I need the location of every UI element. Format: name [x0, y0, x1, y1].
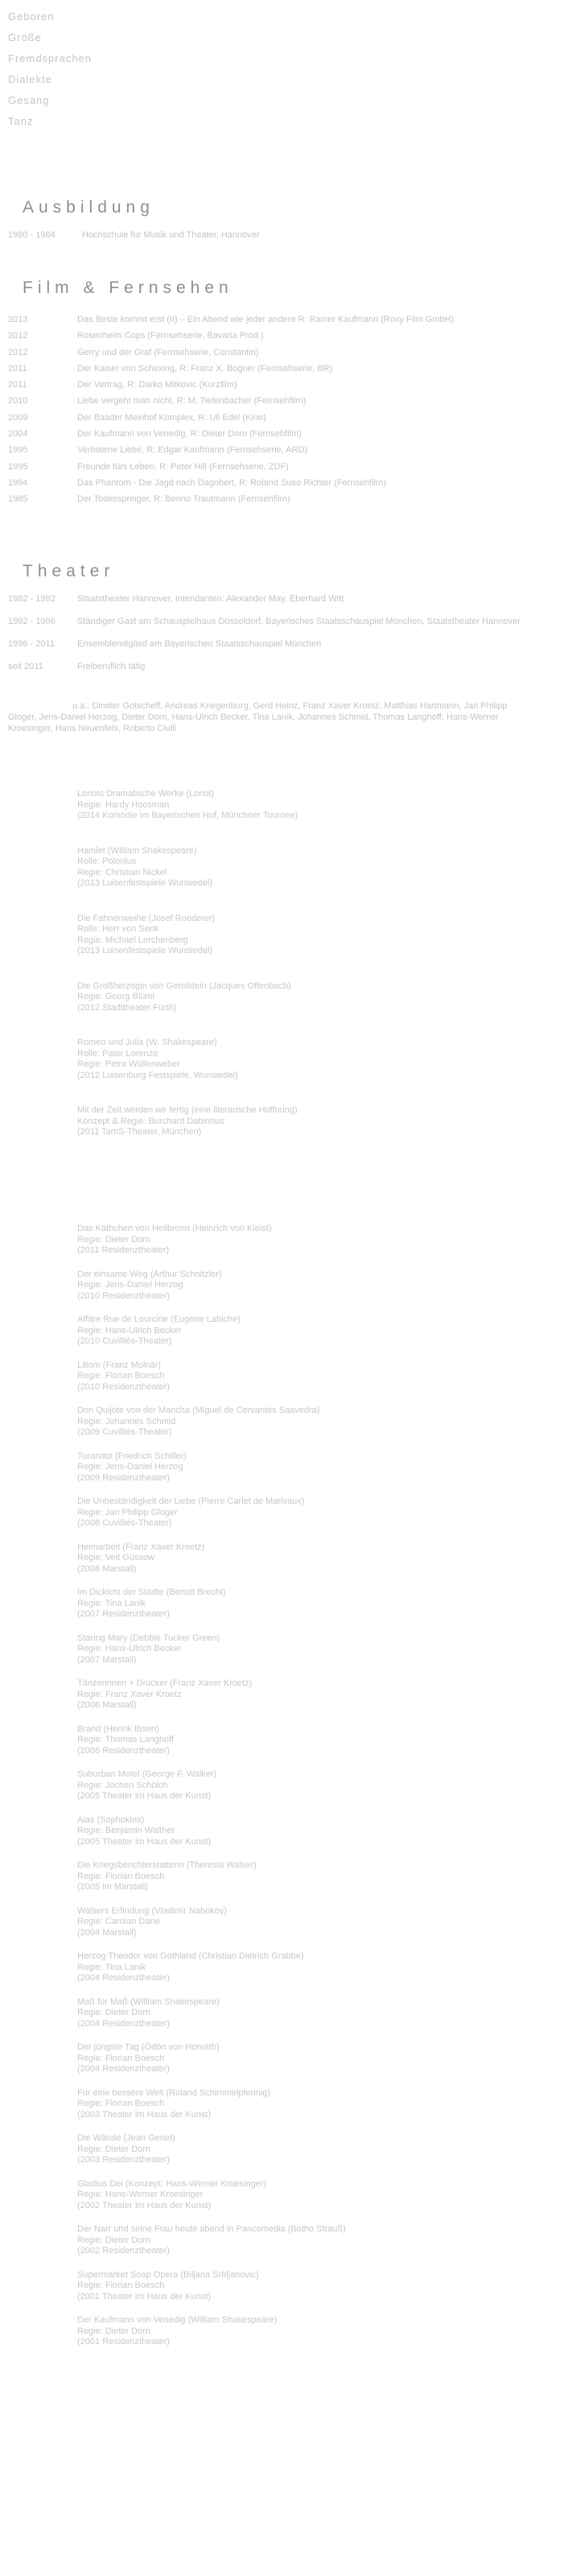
entry-text: Ensemblemitglied am Bayerischen Staatsschauspiel München — [77, 639, 322, 649]
play-title: Für eine bessere Welt (Roland Schimmelpfennig) — [77, 2087, 271, 2098]
play-detail: Regie: Petra Wüllenweber — [77, 1059, 180, 1069]
play-title: Die Kriegsberichterstatterin (Theresia Walser) — [77, 1860, 257, 1870]
play-entry — [77, 1360, 528, 1393]
play-detail: (2007 Marstall) — [77, 1654, 137, 1665]
play-detail: Regie: Florian Boesch — [77, 2053, 165, 2063]
entry-text: Gerry und der Graf (Fernsehserie, Constantin) — [77, 347, 259, 357]
play-title: Die Fahnenweihe (Josef Ruederer) — [77, 913, 216, 923]
play-entry — [77, 789, 528, 822]
entry-year: 2012 — [8, 347, 28, 357]
profile-label: Tanz — [8, 115, 34, 127]
play-detail: Regie: Dieter Dorn — [77, 2235, 151, 2245]
profile-label: Geboren — [8, 10, 55, 23]
play-entry — [77, 1496, 528, 1530]
play-detail: Regie: Dieter Dorn — [77, 1234, 151, 1245]
entry-year: 1992 - 1996 — [8, 617, 56, 626]
play-detail: (2004 Marstall) — [77, 1927, 137, 1938]
profile-label: Fremdsprachen — [8, 52, 93, 64]
play-title: Turandot (Friedrich Schiller) — [77, 1451, 187, 1461]
play-detail: (2013 Luisenfestspiele Wunsiedel) — [77, 878, 212, 888]
play-entry — [77, 1105, 528, 1138]
play-detail: (2006 Marstall) — [77, 1700, 137, 1710]
play-detail: Regie: Florian Boesch — [77, 1371, 165, 1381]
play-title: Suburban Motel (George F. Walker) — [77, 1769, 217, 1779]
entry-row — [0, 616, 576, 627]
play-detail: Rolle: Pater Lorenzo — [77, 1048, 158, 1059]
directors-intro — [8, 700, 523, 734]
play-entry — [77, 1951, 528, 1984]
entry-year: 2011 — [8, 363, 27, 374]
play-title: Tänzerinnen + Drücker (Franz Xaver Kroetz) — [77, 1678, 253, 1688]
plays-group-residenz — [77, 1224, 528, 2361]
play-detail: (2007 Residenztheater) — [77, 1609, 170, 1619]
entry-year: 2013 — [8, 315, 28, 324]
entry-text: Hochschule für Musik und Theater, Hannover — [82, 230, 260, 240]
play-entry — [77, 1633, 528, 1666]
play-detail: (2008 Marstall) — [77, 1563, 137, 1574]
profile-label: Gesang — [8, 94, 50, 106]
play-detail: Regie: Hans-Werner Kroesinger — [77, 2190, 204, 2199]
play-detail: Rolle: Polonius — [77, 857, 137, 866]
heading-theater: Theater — [23, 562, 115, 580]
play-title: Affäre Rue de Lourcine (Eugène Labiche) — [77, 1315, 241, 1324]
entry-text: Staatstheater Hannover, Intendanten: Alexander May, Eberhard Witt — [77, 594, 344, 604]
play-entry — [77, 1451, 528, 1484]
play-detail: (2003 Theater im Haus der Kunst) — [77, 2109, 212, 2120]
entry-row — [0, 661, 576, 672]
play-detail: Regie: Johannes Schmid — [77, 1416, 176, 1426]
play-detail: Regie: Franz Xaver Kroetz — [77, 1689, 182, 1699]
entry-text: Der Baader Meinhof Komplex, R: Uli Edel (Kino) — [77, 412, 266, 423]
entry-row — [0, 593, 576, 605]
entry-year: 2009 — [8, 412, 28, 423]
plays-group-recent — [77, 789, 528, 1162]
play-detail: (2003 Residenztheater) — [77, 2155, 170, 2165]
play-detail: (2004 Residenztheater) — [77, 2064, 170, 2074]
play-title: Supermarket Soap Opera (Biljana Srbljanovic) — [77, 2269, 259, 2280]
play-detail: (2008 Cuvilliés-Theater) — [77, 1518, 172, 1528]
play-entry — [77, 2088, 528, 2121]
play-title: Der Narr und seine Frau heute abend in Pancomedia (Botho Strauß) — [77, 2224, 346, 2234]
heading-ausbildung: Ausbildung — [23, 198, 154, 217]
play-detail: (2010 Residenztheater) — [77, 1381, 170, 1392]
play-detail: (2005 im Marstall) — [77, 1882, 149, 1892]
theater-list — [0, 593, 576, 672]
entry-text: Freiberuflich tätig — [77, 662, 146, 671]
entry-year: 1994 — [8, 477, 28, 488]
play-entry — [77, 1224, 528, 1257]
play-detail: (2012 Stadttheater Fürth) — [77, 1002, 177, 1013]
play-detail: Regie: Georg Blüml — [77, 992, 154, 1001]
play-detail: Regie: Florian Boesch — [77, 2099, 165, 2108]
play-detail: Rolle: Herr von Senk — [77, 924, 159, 934]
entry-text: Verbotene Liebe, R: Edgar Kaufmann (Fernsehserie, ARD) — [77, 445, 308, 456]
play-title: Der einsame Weg (Arthur Schnitzler) — [77, 1269, 222, 1279]
play-detail: Regie: Dieter Dorn — [77, 2008, 151, 2017]
entry-year: 1996 - 2011 — [8, 639, 55, 649]
play-entry — [77, 1997, 528, 2030]
ausbildung-list — [0, 229, 576, 241]
play-detail: Regie: Dieter Dorn — [77, 2144, 151, 2154]
play-detail: (2006 Residenztheater) — [77, 1745, 170, 1756]
play-entry — [77, 2133, 528, 2166]
play-entry — [77, 1678, 528, 1711]
play-title: Herzog Theodor von Gothland (Christian Dietrich Grabbe) — [77, 1951, 304, 1961]
play-title: Die Unbeständigkeit der Liebe (Pierre Carlet de Marivaux) — [77, 1496, 305, 1506]
play-detail: Regie: Benjamin Walther — [77, 1826, 175, 1835]
play-title: Loriots Dramatische Werke (Loriot) — [77, 789, 215, 799]
play-detail: (2013 Luisenfestspiele Wunsiedel) — [77, 946, 212, 956]
entry-text: Das Beste kommt erst (II) – Ein Abend wie jeder andere R: Rainer Kaufmann (Roxy Film GmbH) — [77, 315, 455, 324]
entry-year: 2012 — [8, 331, 28, 341]
entry-row — [0, 314, 576, 330]
entry-row — [0, 444, 576, 460]
entry-text: Rosenheim Cops (Fernsehserie, Bavaria Prod.) — [77, 331, 264, 341]
entry-text: Der Vertrag, R: Darko Mitkovic (Kurzfilm) — [77, 380, 237, 390]
play-detail: Regie: Veit Güssow — [77, 1553, 154, 1563]
play-entry — [77, 1769, 528, 1802]
play-title: Liliom (Franz Molnár) — [77, 1360, 161, 1370]
play-entry — [77, 981, 528, 1014]
entry-year: 1995 — [8, 461, 28, 472]
play-entry — [77, 1906, 528, 1939]
play-title: Hamlet (William Shakespeare) — [77, 845, 197, 856]
play-detail: (2014 Komödie im Bayerischen Hof, Münchner Tournee) — [77, 811, 298, 820]
play-title: Aias (Sophokles) — [77, 1814, 145, 1825]
play-detail: (2002 Residenztheater) — [77, 2246, 170, 2256]
play-title: Mit der Zeit werden wir fertig (eine literarische Hoffnung) — [77, 1105, 298, 1115]
entry-year: 1995 — [8, 445, 28, 456]
entry-row — [0, 330, 576, 346]
play-detail: (2010 Residenztheater) — [77, 1290, 170, 1301]
entry-year: 2011 — [8, 380, 27, 390]
play-detail: (2011 TamS-Theater, München) — [77, 1127, 202, 1137]
play-detail: (2005 Theater im Haus der Kunst) — [77, 1791, 212, 1801]
play-title: Romeo und Julia (W. Shakespeare) — [77, 1038, 217, 1047]
entry-row — [0, 493, 576, 510]
play-entry — [77, 1815, 528, 1848]
play-detail: Regie: Dieter Dorn — [77, 2326, 151, 2336]
play-entry — [77, 2179, 528, 2212]
play-detail: (2002 Theater im Haus der Kunst) — [77, 2200, 212, 2211]
play-detail: (2010 Cuvilliés-Theater) — [77, 1336, 172, 1346]
entry-row — [0, 412, 576, 428]
directors-text: u.a.: Dimiter Gotscheff, Andreas Kriegenburg, Gerd Heinz, Franz Xaver Kroetz, Matthias Hartmann, Jan Philipp Gloger, Jens-Daniel Herzog, Dieter Dorn, Hans-Ulrich Becker, Tina Lanik, Johannes Schmid, Thomas Langhoff, Hans-Werner Kroesinger, Hans Neuenfels, Roberto Ciulli — [8, 701, 508, 733]
entry-year: 2004 — [8, 429, 28, 440]
play-entry — [77, 2042, 528, 2075]
play-entry — [77, 2315, 528, 2348]
play-entry — [77, 914, 528, 957]
entry-text: Das Phantom - Die Jagd nach Dagobert, R: Roland Suso Richter (Fernsehfilm) — [77, 477, 386, 488]
entry-year: 1980 - 1984 — [8, 230, 56, 240]
play-entry — [77, 1269, 528, 1302]
play-entry — [77, 1315, 528, 1348]
play-title: Das Käthchen von Heilbronn (Heinrich von Kleist) — [77, 1224, 272, 1233]
entry-row — [0, 638, 576, 650]
play-title: Die Wände (Jean Genet) — [77, 2133, 175, 2143]
play-entry — [77, 1587, 528, 1620]
play-entry — [77, 1724, 528, 1757]
entry-row — [0, 347, 576, 363]
heading-film-fernsehen: Film & Fernsehen — [23, 279, 233, 297]
entry-row — [0, 477, 576, 493]
play-detail: (2009 Residenztheater) — [77, 1472, 170, 1483]
entry-text: Der Todesspringer, R: Benno Trautmann (Fernsehfilm) — [77, 494, 290, 505]
play-detail: Regie: Florian Boesch — [77, 2281, 165, 2290]
play-detail: (2004 Residenztheater) — [77, 1973, 170, 1983]
entry-text: Ständiger Gast am Schauspielhaus Düsseldorf, Bayerisches Staatsschauspiel München, Staatstheater Hannover — [77, 617, 520, 626]
entry-year: 1985 — [8, 494, 28, 505]
play-entry — [77, 2270, 528, 2303]
profile-label: Dialekte — [8, 73, 52, 85]
entry-text: Der Kaufmann von Venedig, R: Dieter Dorn (Fernsehfilm) — [77, 429, 302, 440]
play-detail: Regie: Hans-Ulrich Becker — [77, 1644, 182, 1653]
entry-row — [0, 461, 576, 477]
play-detail: Regie: Michael Lerchenberg — [77, 935, 188, 945]
play-detail: Regie: Tina Lanik — [77, 1962, 146, 1972]
play-title: Brand (Henrik Ibsen) — [77, 1724, 159, 1734]
play-entry — [77, 1038, 528, 1081]
play-detail: (2009 Cuvilliés-Theater) — [77, 1427, 172, 1437]
play-entry — [77, 1542, 528, 1575]
play-title: Gladius Dei (Konzept: Hans-Werner Kroesinger) — [77, 2178, 267, 2189]
profile-section — [8, 6, 92, 132]
play-title: Der jüngste Tag (Ödön von Horváth) — [77, 2042, 220, 2052]
entry-year: 1982 - 1992 — [8, 594, 56, 604]
play-detail: Regie: Jens-Daniel Herzog — [77, 1462, 183, 1472]
play-detail: Regie: Hans-Ulrich Becker — [77, 1325, 182, 1335]
play-detail: (2011 Residenztheater) — [77, 1245, 170, 1255]
play-detail: Regie: Hardy Hoosman — [77, 799, 170, 810]
play-detail: (2001 Residenztheater) — [77, 2337, 170, 2347]
ausbildung-entry — [0, 229, 576, 241]
entry-year: 2010 — [8, 396, 28, 407]
play-detail: (2012 Luisenburg Festspiele, Wunsiedel) — [77, 1070, 238, 1080]
play-entry — [77, 846, 528, 890]
entry-row — [0, 363, 576, 379]
play-title: Don Quijote von der Mancha (Miguel de Cervantes Saavedra) — [77, 1406, 320, 1415]
play-title: Walsers Erfindung (Vladimir Nabokov) — [77, 1905, 228, 1916]
entry-row — [0, 428, 576, 444]
play-detail: Regie: Carolan Dane — [77, 1917, 160, 1926]
play-detail: (2001 Theater im Haus der Kunst) — [77, 2291, 212, 2301]
play-title: Maß für Maß (William Shakespeare) — [77, 1996, 220, 2007]
play-entry — [77, 1406, 528, 1439]
play-entry — [77, 2224, 528, 2257]
play-title: Die Großherzogin von Gerolstein (Jacques Offenbach) — [77, 980, 291, 991]
play-detail: Regie: Jens-Daniel Herzog — [77, 1280, 183, 1290]
play-detail: (2004 Residenztheater) — [77, 2018, 170, 2029]
play-title: Der Kaufmann von Venedig (William Shakespeare) — [77, 2315, 278, 2325]
film-list — [0, 314, 576, 510]
play-detail: Regie: Florian Boesch — [77, 1871, 165, 1881]
entry-text: Liebe vergeht man nicht, R: M. Tiefenbacher (Fernsehfilm) — [77, 396, 307, 407]
play-detail: Konzept & Regie: Burchard Dabinnus — [77, 1116, 224, 1126]
play-title: Heimarbeit (Franz Xaver Kroetz) — [77, 1542, 205, 1552]
entry-row — [0, 395, 576, 411]
entry-row — [0, 379, 576, 395]
profile-label: Größe — [8, 31, 42, 43]
play-detail: (2005 Theater im Haus der Kunst) — [77, 1836, 212, 1847]
play-detail: Regie: Thomas Langhoff — [77, 1735, 175, 1744]
play-detail: Regie: Jochen Schölch — [77, 1780, 168, 1790]
entry-text: Der Kaiser von Schexing, R: Franz X. Bogner (Fernsehserie, BR) — [77, 363, 333, 374]
entry-year: seit 2011 — [8, 662, 43, 671]
play-entry — [77, 1860, 528, 1893]
play-detail: Regie: Christian Nickel — [77, 867, 167, 877]
entry-text: Freunde fürs Leben, R: Peter Hill (Fernsehserie, ZDF) — [77, 461, 289, 472]
play-detail: Regie: Jan Philipp Gloger — [77, 1507, 178, 1517]
play-title: Staring Mary (Debbie Tucker Green) — [77, 1633, 220, 1643]
play-detail: Regie: Tina Lanik — [77, 1598, 146, 1608]
play-title: Im Dickicht der Städte (Bertolt Brecht) — [77, 1587, 226, 1597]
